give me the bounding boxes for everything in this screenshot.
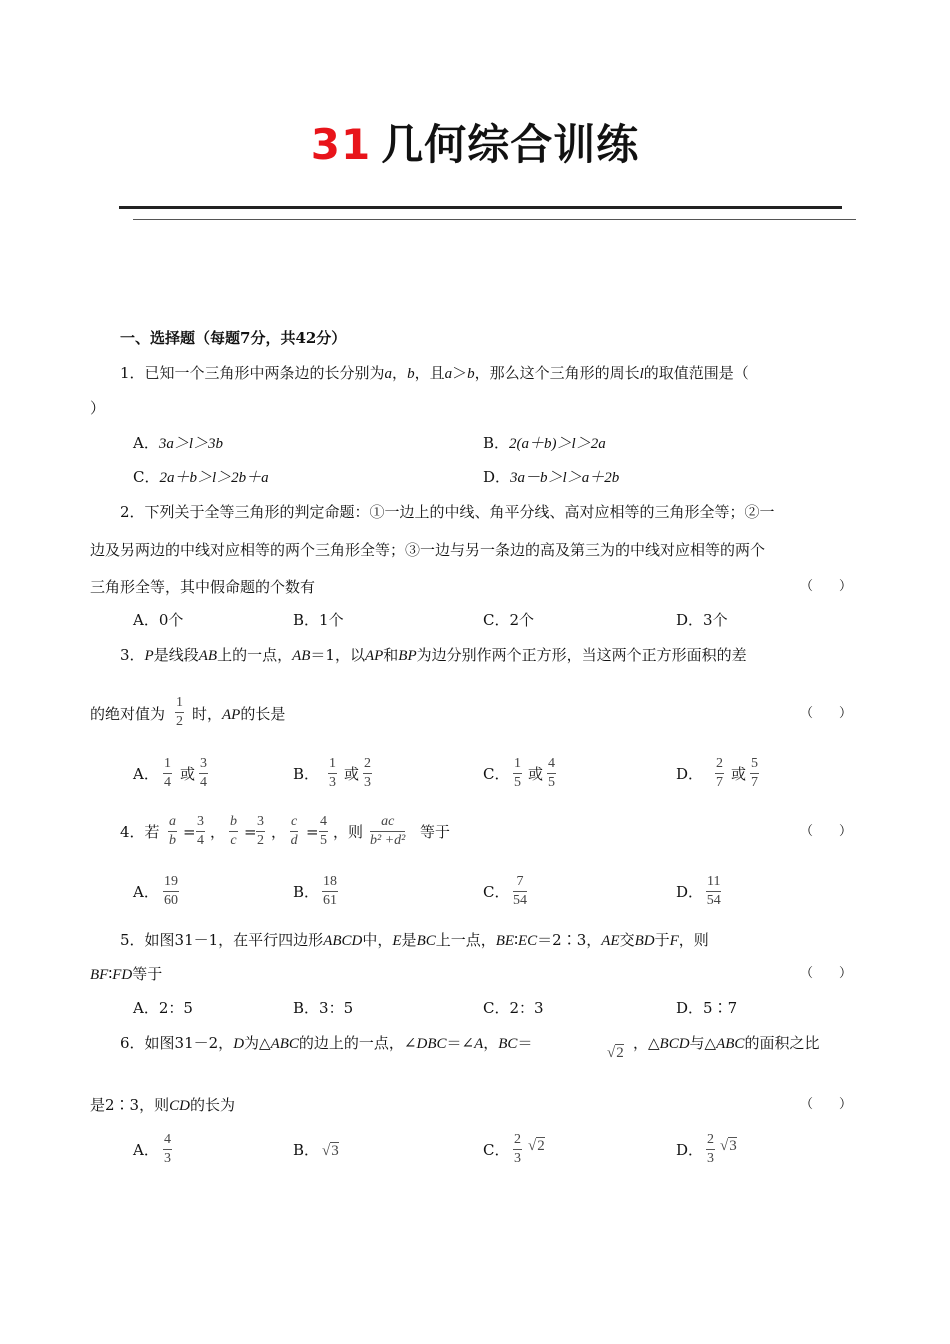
q3-stem-line2b: 时，AP的长是 <box>192 705 286 723</box>
q4-expression: $\frac{ac}{\text{b² +d²}}$ <box>370 814 406 848</box>
q4-eq3: = <box>306 823 319 841</box>
q4-val1: $\frac{3}{4}$ <box>197 814 204 848</box>
q5-answer-paren: （ ） <box>800 966 853 981</box>
q5-option-d: D．5∶7 <box>676 999 738 1017</box>
q6-option-b-label: B． <box>293 1141 320 1159</box>
q4-eq2: = <box>244 823 257 841</box>
q3-a-or: 或 <box>180 765 196 783</box>
q6-option-b-sqrt: √3 <box>322 1143 339 1159</box>
q5-option-a: A．2：5 <box>133 999 193 1017</box>
q3-b-frac2: $\frac{2}{3}$ <box>364 756 371 790</box>
q3-option-d-label: D． <box>676 765 704 783</box>
q6-option-c-frac: $\frac{2}{3}$ <box>514 1132 521 1166</box>
q3-half-fraction: $\frac{1}{2}$ <box>176 695 183 729</box>
q3-option-a-label: A． <box>133 765 159 783</box>
q3-option-b-label: B． <box>293 765 320 783</box>
q6-option-d-sqrt: √3 <box>720 1138 737 1154</box>
q4-option-a-frac: $\frac{19}{60}$ <box>164 874 178 908</box>
title-rule-thin <box>133 219 856 220</box>
q4-sep1: ， <box>210 823 226 841</box>
q3-a-frac1: $\frac{1}{4}$ <box>164 756 171 790</box>
q1-option-a: A．3a＞l＞3b <box>133 434 224 452</box>
title-text: 几何综合训练 <box>381 120 640 169</box>
q3-stem-line1: 3．P是线段AB上的一点，AB＝1，以AP和BP为边分别作两个正方形，当这两个正方形面积的差 <box>120 646 747 664</box>
q6-option-a-frac: $\frac{4}{3}$ <box>164 1132 171 1166</box>
q4-frac-b-c: $\frac{b}{c}$ <box>230 814 237 848</box>
q4-option-a-label: A． <box>133 883 159 901</box>
q3-option-c-label: C． <box>483 765 510 783</box>
q2-stem-line3: 三角形全等，其中假命题的个数有 <box>90 578 316 596</box>
q3-d-or: 或 <box>731 765 747 783</box>
q4-eq1: = <box>183 823 196 841</box>
q3-d-frac1: $\frac{2}{7}$ <box>716 756 723 790</box>
q4-option-d-frac: $\frac{11}{54}$ <box>706 874 721 908</box>
q4-sep2: ， <box>271 823 287 841</box>
q4-option-c-frac: $\frac{7}{54}$ <box>513 874 527 908</box>
section-heading: 一、选择题（每题7分，共42分） <box>120 329 347 347</box>
title-number: 31 <box>310 120 372 169</box>
page-title <box>0 112 950 172</box>
q3-d-frac2: $\frac{5}{7}$ <box>751 756 758 790</box>
q6-option-d-frac: $\frac{2}{3}$ <box>707 1132 714 1166</box>
q1-option-c: C．2a＋b＞l＞2b＋a <box>133 468 269 486</box>
q4-option-b-frac: $\frac{18}{61}$ <box>323 874 337 908</box>
q3-stem-line2a: 的绝对值为 <box>90 705 166 723</box>
q4-val3: $\frac{4}{5}$ <box>320 814 327 848</box>
q4-frac-a-b: $\frac{a}{b}$ <box>169 814 176 848</box>
q6-stem-line1b: ，△BCD与△ABC的面积之比 <box>633 1034 820 1052</box>
q6-option-c-sqrt: √2 <box>528 1138 545 1154</box>
q5-stem-line2: BF∶FD等于 <box>90 965 163 983</box>
q6-option-d-label: D． <box>676 1141 704 1159</box>
q4-frac-c-d: $\frac{c}{d}$ <box>290 814 298 848</box>
q6-stem-line2: 是2∶3，则CD的长为 <box>90 1096 235 1114</box>
q4-val2: $\frac{3}{2}$ <box>257 814 264 848</box>
q4-option-d-label: D． <box>676 883 704 901</box>
q1-option-b: B．2(a＋b)＞l＞2a <box>483 434 606 452</box>
q3-b-frac1: $\frac{1}{3}$ <box>329 756 336 790</box>
q5-option-c: C．2：3 <box>483 999 544 1017</box>
q5-stem-line1: 5．如图31－1，在平行四边形ABCD中，E是BC上一点，BE∶EC＝2∶3，AE交BD于F，则 <box>120 931 709 949</box>
q4-tail: 等于 <box>420 823 451 841</box>
q3-b-or: 或 <box>344 765 360 783</box>
q2-stem-line2: 边及另两边的中线对应相等的两个三角形全等；③一边与另一条边的高及第三为的中线对应相等的两个 <box>90 541 766 559</box>
q1-stem-line2: ） <box>90 399 106 417</box>
q4-option-b-label: B． <box>293 883 320 901</box>
q3-c-or: 或 <box>528 765 544 783</box>
q6-sqrt2: √2 <box>607 1045 624 1061</box>
q1-stem-line1: 1．已知一个三角形中两条边的长分别为a，b，且a＞b，那么这个三角形的周长l的取值范围是（ <box>120 364 749 382</box>
q5-option-b: B．3：5 <box>293 999 354 1017</box>
q6-option-c-label: C． <box>483 1141 510 1159</box>
q3-c-frac1: $\frac{1}{5}$ <box>514 756 521 790</box>
q2-option-d: D．3个 <box>676 611 728 629</box>
q2-option-b: B．1个 <box>293 611 344 629</box>
q3-c-frac2: $\frac{4}{5}$ <box>548 756 555 790</box>
q4-answer-paren: （ ） <box>800 824 853 839</box>
q3-a-frac2: $\frac{3}{4}$ <box>200 756 207 790</box>
q3-answer-paren: （ ） <box>800 706 853 721</box>
q6-answer-paren: （ ） <box>800 1097 853 1112</box>
title-rule-thick <box>119 206 842 209</box>
q1-option-d: D．3a－b＞l＞a＋2b <box>483 468 620 486</box>
q2-option-a: A．0个 <box>133 611 184 629</box>
q6-option-a-label: A． <box>133 1141 159 1159</box>
q6-stem-line1a: 6．如图31－2，D为△ABC的边上的一点，∠DBC＝∠A，BC＝ <box>120 1034 533 1052</box>
q2-stem-line1: 2．下列关于全等三角形的判定命题：①一边上的中线、角平分线、高对应相等的三角形全等；②一 <box>120 503 775 521</box>
q2-answer-paren: （ ） <box>800 579 853 594</box>
q4-option-c-label: C． <box>483 883 510 901</box>
q4-then: ，则 <box>333 823 364 841</box>
q2-option-c: C．2个 <box>483 611 535 629</box>
q4-prefix: 4．若 <box>120 823 160 841</box>
